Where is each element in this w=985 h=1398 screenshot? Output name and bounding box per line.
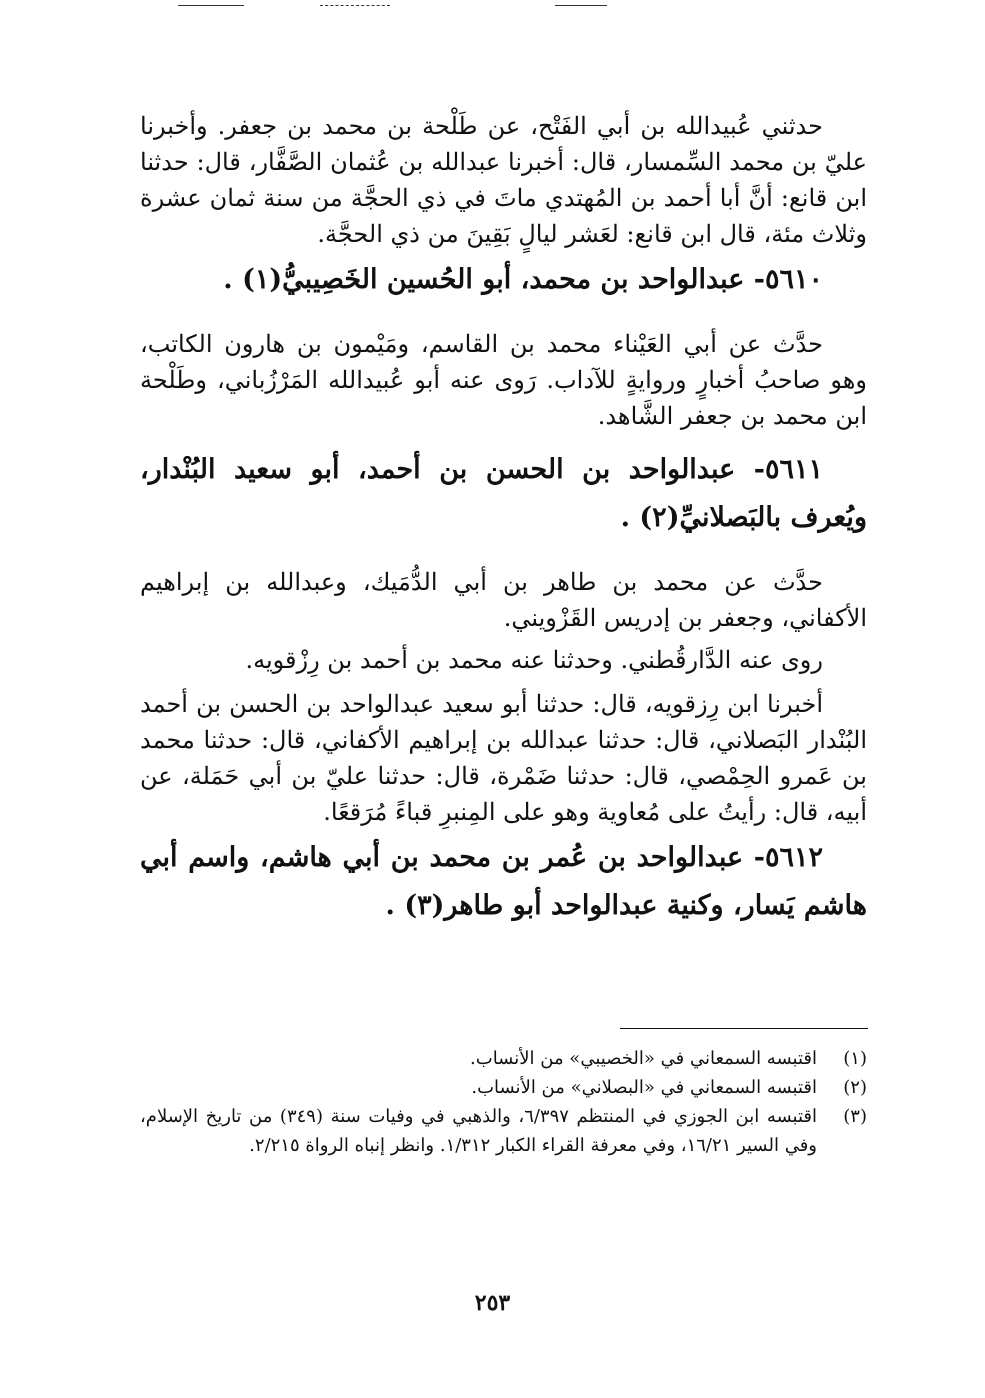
paragraph-5: أخبرنا ابن رِزقويه، قال: حدثنا أبو سعيد عبدالواحد بن الحسن بن أحمد البُنْدار البَصلاني، قال: حدثنا عبدالله بن إبراهيم الأكفاني، قال: حدثنا محمد بن عَمرو الحِمْصي، قال: حدثنا ضَمْرة، قال: حدثنا عليّ بن أبي حَمَلة، عن أبيه، قال: رأيتُ على مُعاوية وهو على المِنبرِ قباءً مُرَقعًا. — [140, 690, 867, 826]
paragraph-3: حدَّث عن محمد بن طاهر بن أبي الدُّمَيك، وعبدالله بن إبراهيم الأكفاني، وجعفر بن إدريس القَزْويني. — [140, 568, 867, 632]
footnote-number: (٢) — [843, 1077, 867, 1098]
paragraph-1: حدثني عُبيدالله بن أبي الفَتْح، عن طَلْحة بن محمد بن جعفر. وأخبرنا عليّ بن محمد السِّمسار، قال: أخبرنا عبدالله بن عُثمان الصَّفَّار، قال: حدثنا ابن قانع: أنَّ أبا أحمد بن المُهتدي ماتَ في ذي الحجَّة من سنة ثمان عشرة وثلاث مئة، قال ابن قانع: لعَشر ليالٍ بَقِينَ من ذي الحجَّة. — [140, 112, 867, 248]
footnote-3 — [140, 1102, 867, 1160]
footnote-number: (٣) — [843, 1106, 867, 1127]
top-edge-rule — [555, 5, 607, 6]
page-number: ٢٥٣ — [474, 1290, 511, 1316]
footnote-text: اقتبسه السمعاني في «البصلاني» من الأنساب. — [471, 1077, 817, 1098]
top-edge-rule — [320, 5, 390, 6]
top-edge-rule — [178, 5, 244, 6]
footnote-number: (١) — [843, 1048, 867, 1069]
footnote-2 — [140, 1073, 867, 1102]
entry-heading-5611: ٥٦١١- عبدالواحد بن الحسن بن أحمد، أبو سعيد البُنْدار، ويُعرف بالبَصلانيِّ(٢) . — [140, 454, 867, 533]
footnote-text: اقتبسه السمعاني في «الخصيبي» من الأنساب. — [470, 1048, 817, 1069]
footnote-text: اقتبسه ابن الجوزي في المنتظم ٦/٣٩٧، والذهبي في وفيات سنة (٣٤٩) من تاريخ الإسلام، وفي السير ١٦/٢١، وفي معرفة القراء الكبار ١/٣١٢. وانظر إنباه الرواة ٢/٢١٥. — [140, 1106, 818, 1156]
main-text — [140, 108, 867, 930]
footnote-separator — [620, 1028, 868, 1029]
footnote-1 — [140, 1044, 867, 1073]
paragraph-2: حدَّث عن أبي العَيْناء محمد بن القاسم، ومَيْمون بن هارون الكاتب، وهو صاحبُ أخبارٍ وروايةٍ للآداب. رَوى عنه أبو عُبيدالله المَرْزُباني، وطَلْحة ابن محمد بن جعفر الشَّاهد. — [140, 330, 867, 430]
entry-heading-5612: ٥٦١٢- عبدالواحد بن عُمر بن محمد بن أبي هاشم، واسم أبي هاشم يَسار، وكنية عبدالواحد أبو طاهر(٣) . — [140, 842, 867, 921]
paragraph-4: روى عنه الدَّارقُطني. وحدثنا عنه محمد بن أحمد بن رِزْقويه. — [245, 646, 823, 674]
footnotes — [140, 1044, 867, 1160]
entry-heading-5610: ٥٦١٠- عبدالواحد بن محمد، أبو الحُسين الخَصِيبيُّ(١) . — [223, 264, 823, 295]
